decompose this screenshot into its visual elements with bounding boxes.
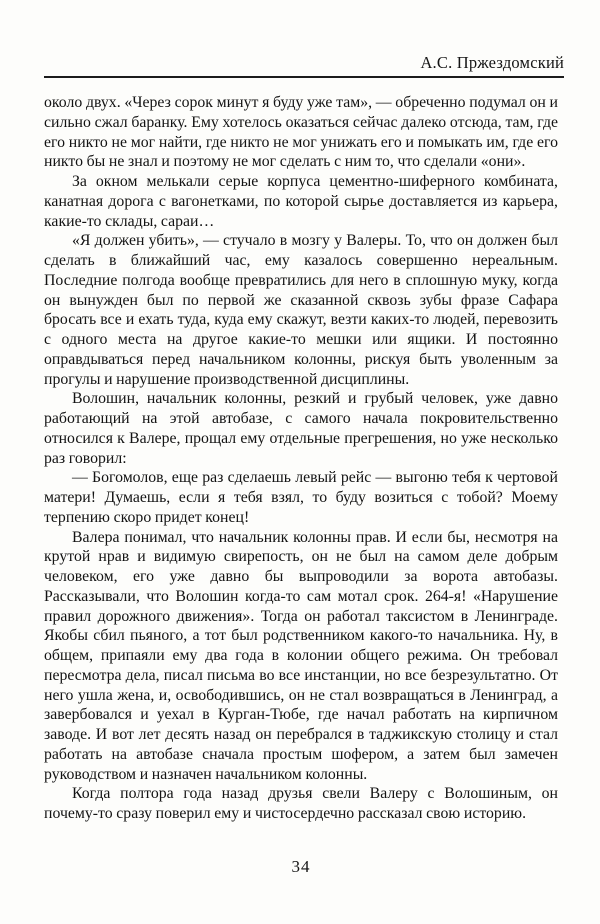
page-footer [44,857,558,877]
paragraph: «Я должен убить», — стучало в мозгу у Валеры. То, что он должен был сделать в ближайший час, ему казалось совершенно нереальным. Последние полгода вообще превратились для него в сплошную муку, когда он вынужден был по первой же сказанной сквозь зубы фразе Сафара бросать все и ехать туда, куда ему скажут, везти каких-то людей, перевозить с одного места на другое какие-то мешки или ящики. И постоянно оправдываться перед начальником колонны, рискуя быть уволенным за прогулы и нарушение производственной дисциплины. [44,232,558,388]
header-rule [44,76,564,78]
page-header [44,0,564,78]
paragraph-continuation: около двух. «Через сорок минут я буду уже там», — обреченно подумал он и сильно сжал баранку. Ему хотелось оказаться сейчас далеко отсюда, там, где его никто не мог найти, где никто не мог унижать его и помыкать им, где его никто бы не знал и поэтому не мог сделать с ним то, что сделали «они». [44,94,558,171]
page-body [44,93,558,824]
page-number: 34 [291,857,311,876]
paragraph: Волошин, начальник колонны, резкий и грубый человек, уже давно работающий на этой автобазе, с самого начала покровительственно относился к Валере, прощал ему отдельные прегрешения, но уже несколько раз говорил: [44,390,558,467]
paragraph: Валера понимал, что начальник колонны прав. И если бы, несмотря на крутой нрав и видимую свирепость, он не был на самом деле добрым человеком, его уже давно бы выпроводили за ворота автобазы. Рассказывали, что Волошин когда-то сам мотал срок. 264-я! «Нарушение правил дорожного движения». Тогда он работал таксистом в Ленинграде. Якобы сбил пьяного, а тот был родственником какого-то начальника. Ну, в общем, припаяли ему два года в колонии общего режима. Он требовал пересмотра дела, писал письма во все инстанции, но все безрезультатно. От него ушла жена, и, освободившись, он не стал возвращаться в Ленинград, а завербовался и уехал в Курган-Тюбе, где начал работать на кирпичном заводе. И вот лет десять назад он перебрался в таджикскую столицу и стал работать на автобазе сначала простым шофером, а затем был замечен руководством и назначен начальником колонны. [44,528,558,783]
paragraph-dialogue: — Богомолов, еще раз сделаешь левый рейс — выгоню тебя к чертовой матери! Думаешь, если я тебя взял, то буду возиться с тобой? Моему терпению скоро придет конец! [44,469,558,526]
running-head-author: А.С. Пржездомский [420,53,564,72]
paragraph: За окном мелькали серые корпуса цементно-шиферного комбината, канатная дорога с вагонетками, по которой сырье доставляется из карьера, какие-то склады, сараи… [44,173,558,230]
paragraph: Когда полтора года назад друзья свели Валеру с Волошиным, он почему-то сразу поверил ему и чистосердечно рассказал свою историю. [44,785,558,822]
